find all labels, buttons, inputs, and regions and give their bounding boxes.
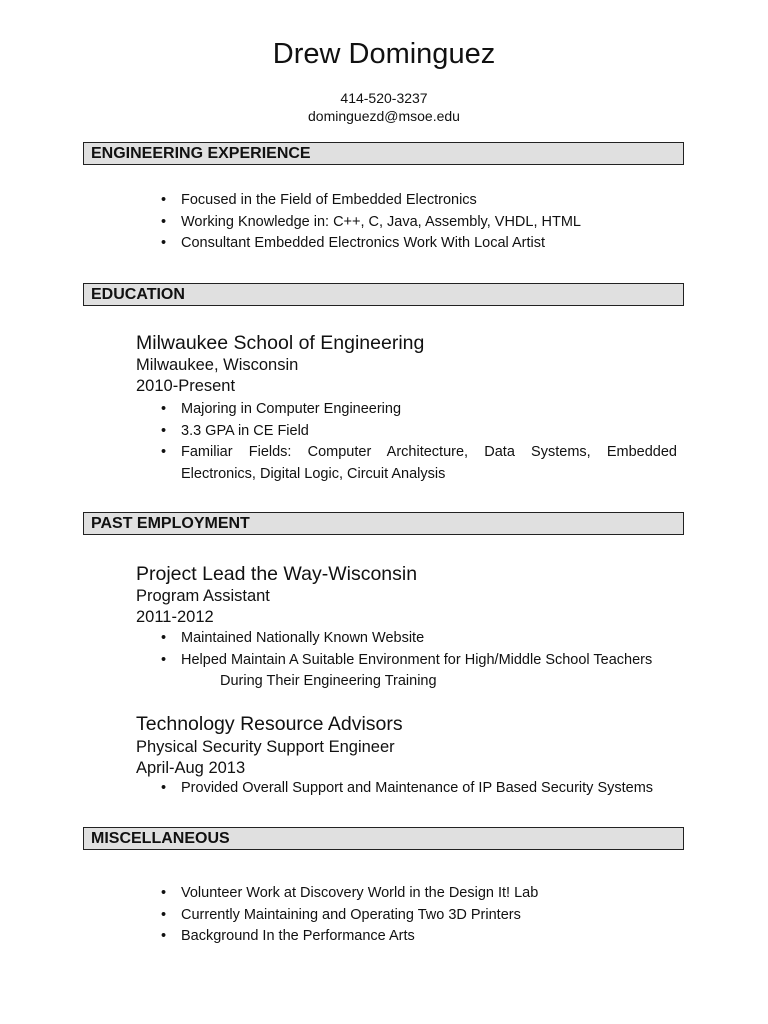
- job-title: Physical Security Support Engineer: [136, 738, 395, 756]
- list-item-continuation: During Their Engineering Training: [220, 673, 437, 689]
- section-title: EDUCATION: [91, 286, 185, 303]
- list-item: • Helped Maintain A Suitable Environment for High/Middle School Teachers: [181, 650, 681, 672]
- list-item: • Focused in the Field of Embedded Electronics: [181, 190, 681, 212]
- school-name: Milwaukee School of Engineering: [136, 332, 425, 354]
- list-item: • Currently Maintaining and Operating Two 3D Printers: [181, 905, 681, 927]
- email-address: dominguezd@msoe.edu: [308, 108, 460, 124]
- list-item: • Volunteer Work at Discovery World in the Design It! Lab: [181, 883, 681, 905]
- education-dates: 2010-Present: [136, 377, 236, 395]
- section-header-engineering: [83, 142, 684, 165]
- list-item: • Maintained Nationally Known Website: [181, 628, 681, 650]
- section-header-employment: [83, 512, 684, 535]
- job-dates: April-Aug 2013: [136, 759, 246, 777]
- list-item: • Background In the Performance Arts: [181, 926, 681, 948]
- section-header-misc: [83, 827, 684, 850]
- job-list: [181, 628, 681, 671]
- list-item: • Familiar Fields: Computer Architecture, Data Systems, Embedded Electronics, Digital Logic, Circuit Analysis: [181, 442, 677, 485]
- section-title: ENGINEERING EXPERIENCE: [91, 145, 311, 162]
- section-header-education: [83, 283, 684, 306]
- resume-name: Drew Dominguez: [272, 38, 496, 70]
- job-dates: 2011-2012: [136, 608, 214, 626]
- list-item: • Working Knowledge in: C++, C, Java, Assembly, VHDL, HTML: [181, 212, 681, 234]
- employer-name: Technology Resource Advisors: [136, 713, 403, 735]
- phone-number: 414-520-3237: [340, 90, 428, 106]
- list-item: • 3.3 GPA in CE Field: [181, 421, 677, 443]
- job-list: [181, 778, 681, 800]
- list-item: • Consultant Embedded Electronics Work With Local Artist: [181, 233, 681, 255]
- engineering-list: [181, 190, 681, 255]
- misc-list: [181, 883, 681, 948]
- education-list: [181, 399, 677, 485]
- section-title: MISCELLANEOUS: [91, 830, 230, 847]
- employer-name: Project Lead the Way-Wisconsin: [136, 563, 418, 585]
- list-item: • Provided Overall Support and Maintenance of IP Based Security Systems: [181, 778, 681, 800]
- school-location: Milwaukee, Wisconsin: [136, 356, 299, 374]
- list-item: • Majoring in Computer Engineering: [181, 399, 677, 421]
- section-title: PAST EMPLOYMENT: [91, 515, 250, 532]
- job-title: Program Assistant: [136, 587, 270, 605]
